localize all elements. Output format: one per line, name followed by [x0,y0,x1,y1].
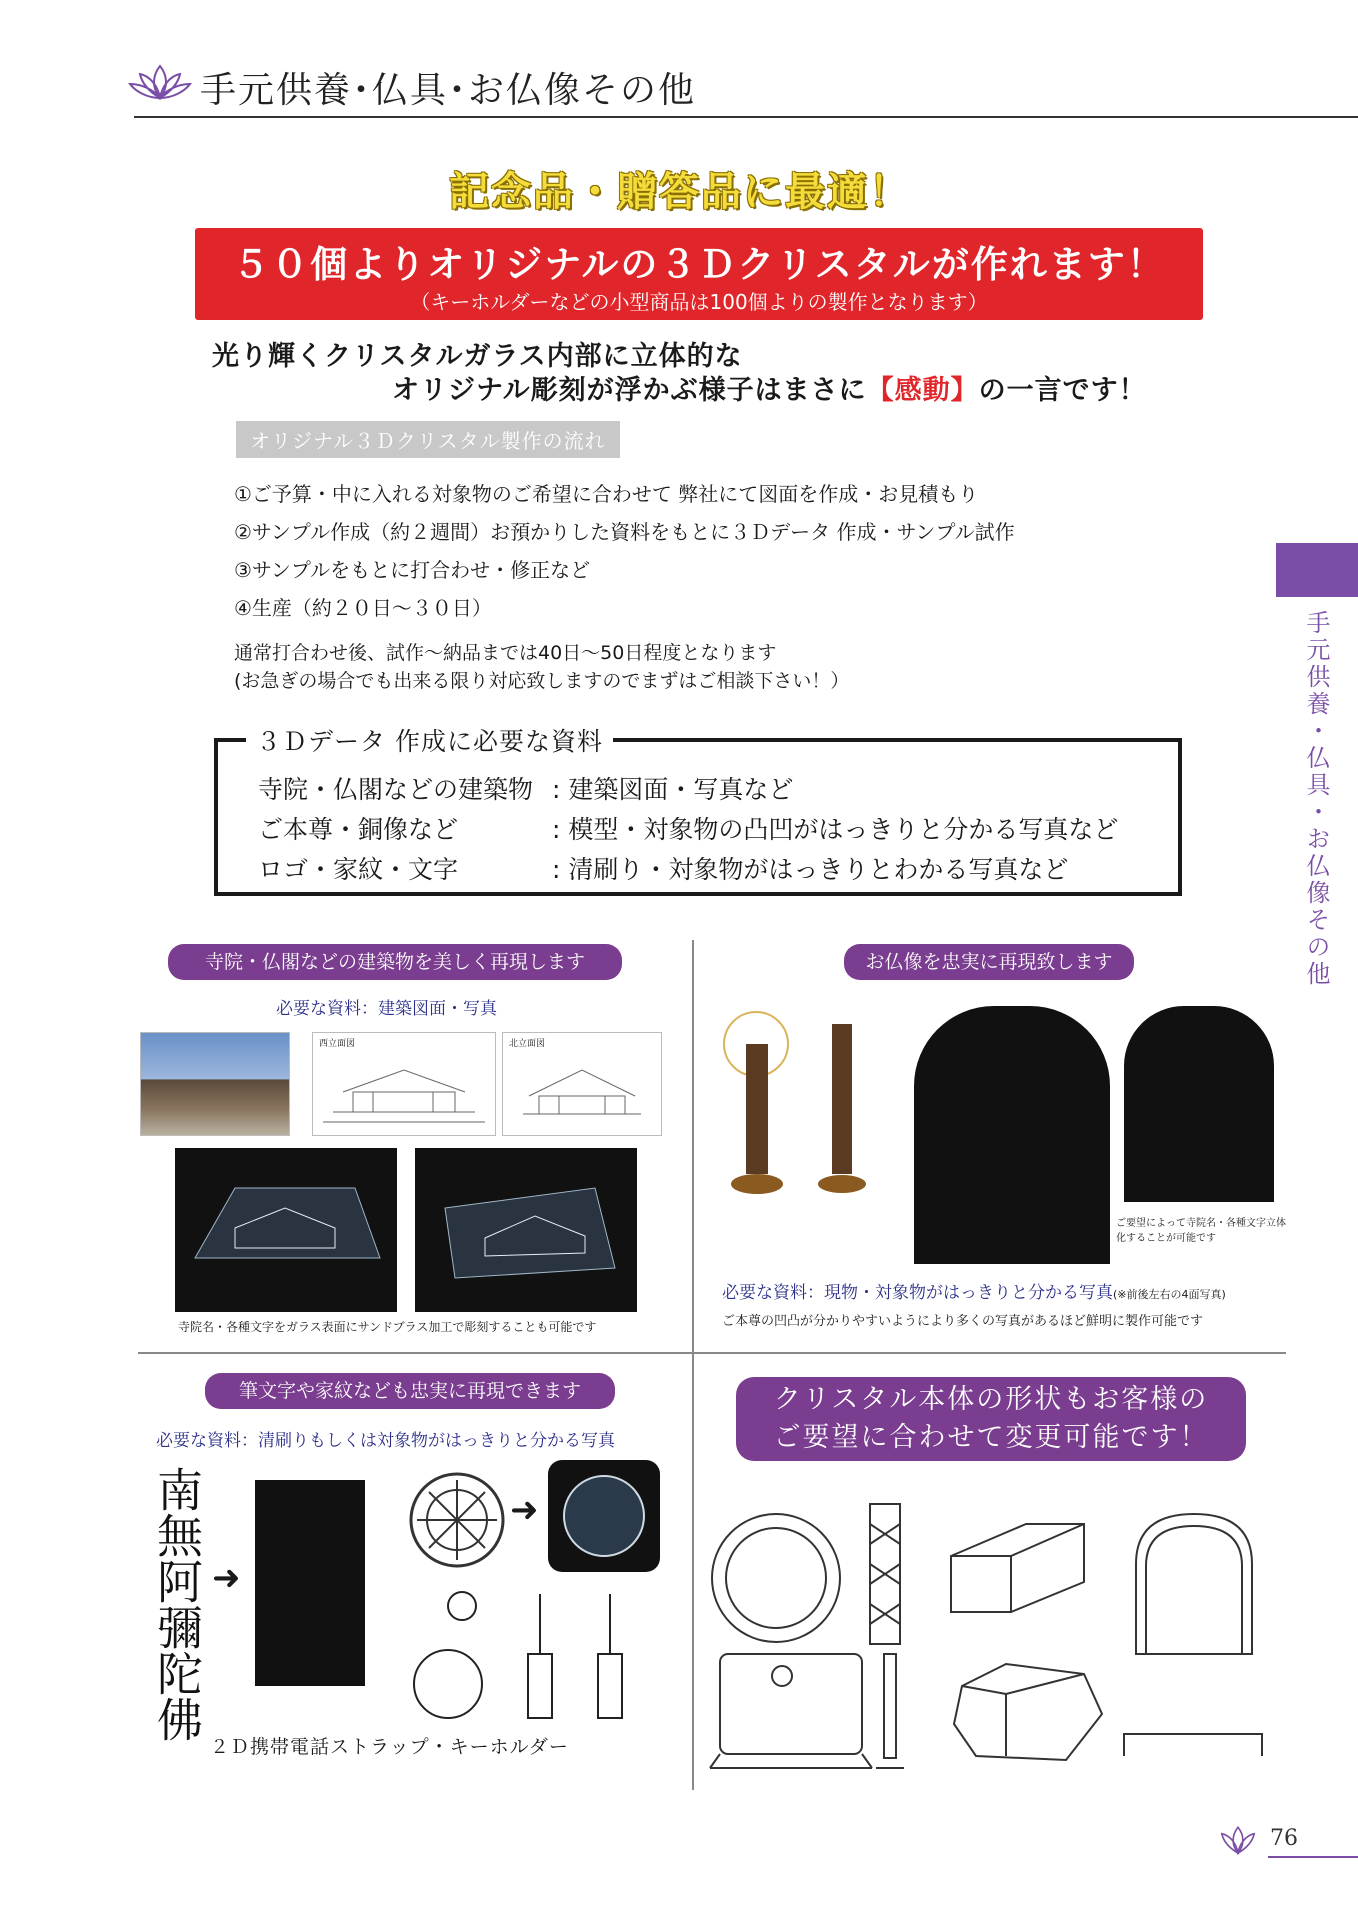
flow-note-1: 通常打合わせ後、試作〜納品までは40日〜50日程度となります [234,642,777,664]
keyholder-diagrams [388,1584,678,1726]
lotus-icon [128,62,192,104]
data-row-value: : 清刷り・対象物がはっきりとわかる写真など [552,855,1069,884]
shape-pill [736,1377,1246,1461]
buddha-crystal-photo-2 [1124,1006,1274,1202]
drawing-label: 西立面図 [319,1039,356,1049]
crystal-block-graphic [175,1148,397,1312]
text-pill: 筆文字や家紋なども忠実に再現できます [205,1373,615,1409]
buddha-crystal-photo-1 [914,1006,1110,1264]
arrow-right-icon: ➜ [510,1490,539,1530]
shape-line-2: ご要望に合わせて変更可能です！ [773,1422,1209,1453]
buddha-required [722,1278,1226,1303]
arrow-right-icon: ➜ [212,1558,241,1598]
intro-line-2 [392,368,1147,407]
crystal-block-graphic [415,1148,637,1312]
shape-line-1: クリスタル本体の形状もお客様の [773,1384,1209,1415]
strap-label: ２Ｄ携帯電話ストラップ・キーホルダー [210,1736,569,1758]
drawing-label: 北立面図 [509,1039,546,1049]
section-divider-horizontal [138,1352,1286,1354]
temple-crystal-photo-1 [175,1148,397,1312]
banner-main: ５０個よりオリジナルの３Ｄクリスタルが作れます！ [232,243,1166,286]
data-row-value: : 建築図面・写真など [552,775,794,804]
red-banner [195,228,1203,320]
intro-line-1: 光り輝くクリスタルガラス内部に立体的な [212,341,743,372]
buddha-statue-photos [712,1004,882,1204]
flow-step: ④生産（約２０日〜３０日） [234,596,492,620]
calligraphy-crystal-photo [255,1480,365,1686]
buddha-pill: お仏像を忠実に再現致します [844,944,1134,980]
data-row-label: 寺院・仏閣などの建築物 [258,775,534,804]
temple-drawing-west [312,1032,496,1136]
data-row-value: : 模型・対象物の凸凹がはっきりと分かる写真など [552,815,1119,844]
flow-step: ①ご予算・中に入れる対象物のご希望に合わせて 弊社にて図面を作成・お見積もり [234,482,979,506]
temple-pill: 寺院・仏閣などの建築物を美しく再現します [168,944,622,980]
flow-step: ③サンプルをもとに打合わせ・修正など [234,558,591,582]
calligraphy-sample: 南無阿彌陀佛 [150,1466,204,1742]
flow-note-2: (お急ぎの場合でも出来る限り対応致しますのでまずはご相談下さい！） [234,670,850,692]
temple-caption: 寺院名・各種文字をガラス表面にサンドブラス加工で彫刻することも可能です [178,1320,597,1334]
crest-crystal-photo [548,1460,660,1572]
text-required: 必要な資料：清刷りもしくは対象物がはっきりと分かる写真 [156,1431,615,1451]
page-number: 76 [1270,1826,1298,1851]
page-header-title: 手元供養･仏具･お仏像その他 [200,70,697,111]
temple-elevation-drawing [313,1052,495,1136]
buddha-side-caption: ご要望によって寺院名・各種文字立体化することが可能です [1116,1218,1286,1244]
flow-label: オリジナル３Ｄクリスタル製作の流れ [236,421,620,458]
header-rule [134,116,1358,118]
banner-sub: （キーホルダーなどの小型商品は100個よりの製作となります） [410,290,988,314]
temple-drawing-north [502,1032,662,1136]
temple-required: 必要な資料：建築図面・写真 [276,999,497,1019]
crest-crystal-graphic [548,1460,660,1572]
side-tab-label: 手元供養・仏具・お仏像その他 [1302,610,1330,988]
temple-crystal-photo-2 [415,1148,637,1312]
data-row-label: ロゴ・家紋・文字 [258,855,459,884]
page-number-rule [1268,1856,1358,1858]
temple-elevation-drawing [503,1052,661,1136]
buddha-required-text: 必要な資料：現物・対象物がはっきりと分かる写真 [722,1283,1113,1303]
intro-line-2b: の一言です！ [978,375,1147,406]
headline: 記念品・贈答品に最適！ [449,169,911,215]
data-row-label: ご本尊・銅像など [258,815,459,844]
intro-highlight: 【感動】 [866,375,979,406]
buddha-required-note: (※前後左右の4面写真) [1113,1288,1226,1301]
lotus-icon [1212,1824,1264,1858]
section-divider-vertical [692,940,694,1790]
crystal-shape-outlines [706,1494,1300,1770]
buddha-caption: ご本尊の凹凸が分かりやすいようにより多くの写真があるほど鮮明に製作可能です [722,1314,1204,1329]
required-data-title: ３Ｄデータ 作成に必要な資料 [246,722,613,758]
temple-photo [140,1032,290,1136]
family-crest-sample [402,1470,512,1570]
side-tab-block [1276,543,1358,597]
flow-step: ②サンプル作成（約２週間）お預かりした資料をもとに３Ｄデータ 作成・サンプル試作 [234,520,1015,544]
intro-line-2a: オリジナル彫刻が浮かぶ様子はまさに [392,375,867,406]
